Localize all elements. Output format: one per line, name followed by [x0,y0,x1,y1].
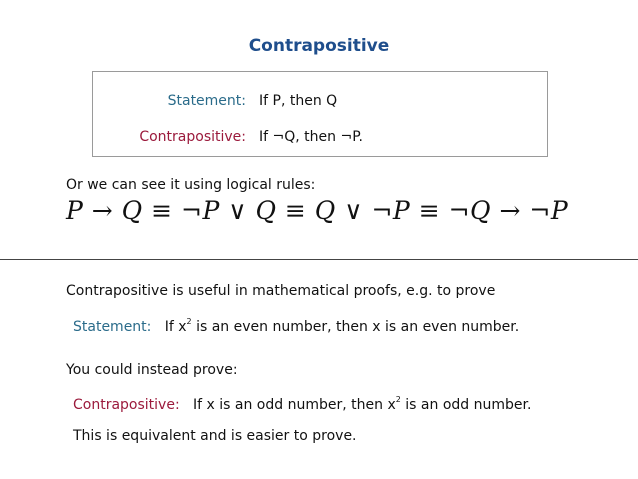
exponent: 2 [395,395,401,404]
example-statement-text-end: is an even number, then x is an even number. [191,319,520,335]
contrapositive-label: Contrapositive: [139,129,246,145]
usefulness-text: Contrapositive is useful in mathematical proofs, e.g. to prove [66,283,496,299]
contrapositive-text: If ¬Q, then ¬P. [259,129,363,145]
logical-rules-intro: Or we can see it using logical rules: [66,177,316,193]
conclusion-text: This is equivalent and is easier to prove. [73,428,357,444]
divider [0,259,638,260]
page-title: Contrapositive [248,36,390,56]
example-statement [73,317,519,335]
example-contrapositive-text-start: If x is an odd number, then x [193,397,396,413]
example-contrapositive-label: Contrapositive: [73,397,180,413]
example-contrapositive-text-end: is an odd number. [400,397,532,413]
example-contrapositive [73,395,531,413]
instead-text: You could instead prove: [66,362,238,378]
example-statement-text-start: If x [164,319,187,335]
statement-label: Statement: [167,93,246,109]
equivalence-formula: P → Q ≡ ¬P ∨ Q ≡ Q ∨ ¬P ≡ ¬Q → ¬P [66,196,569,225]
exponent: 2 [186,317,192,326]
statement-text: If P, then Q [259,93,338,109]
example-statement-label: Statement: [73,319,152,335]
